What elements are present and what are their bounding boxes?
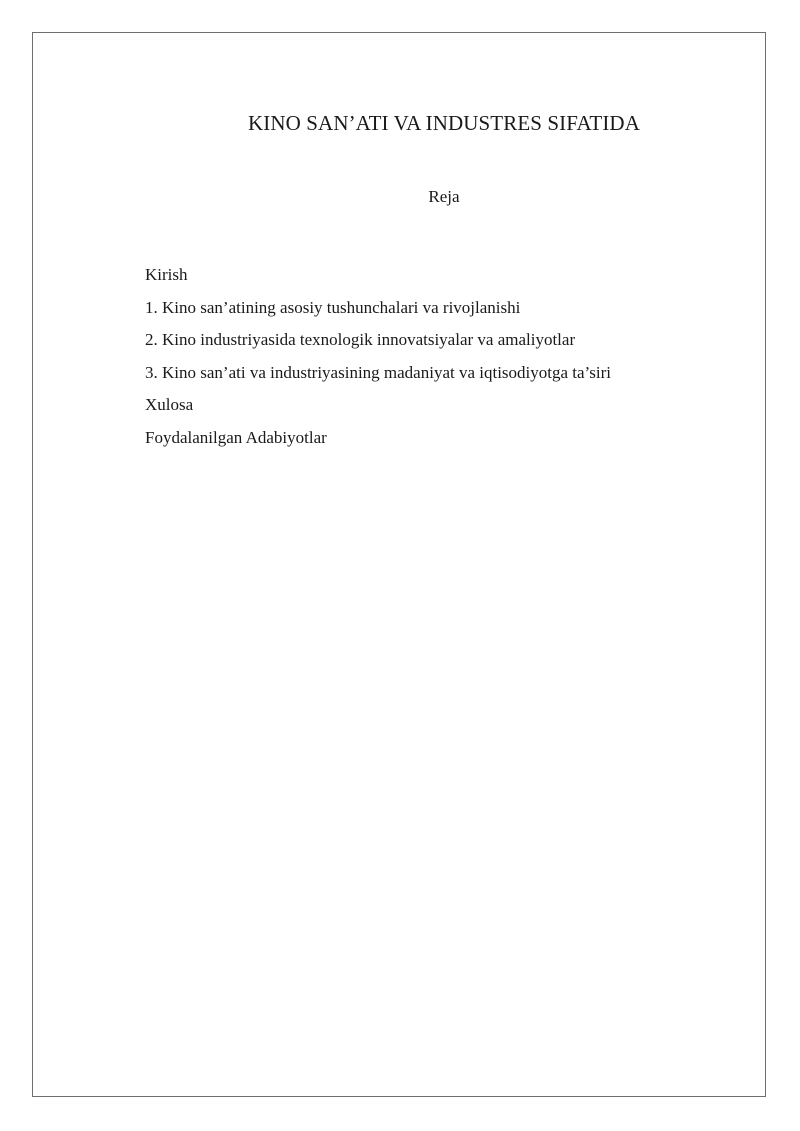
toc-item-chapter-1: 1. Kino san’atining asosiy tushunchalari va rivojlanishi: [145, 297, 521, 317]
toc-item-chapter-2: 2. Kino industriyasida texnologik innovatsiyalar va amaliyotlar: [145, 330, 576, 349]
toc-item-references: Foydalanilgan Adabiyotlar: [145, 427, 327, 447]
table-of-contents: [145, 259, 611, 454]
plan-heading: Reja: [428, 187, 460, 206]
toc-item-conclusion: Xulosa: [145, 395, 194, 414]
toc-item-chapter-3: 3. Kino san’ati va industriyasining madaniyat va iqtisodiyotga ta’siri: [145, 362, 612, 382]
document-title: KINO SAN’ATI VA INDUSTRES SIFATIDA: [248, 111, 640, 135]
toc-item-introduction: Kirish: [145, 265, 188, 284]
